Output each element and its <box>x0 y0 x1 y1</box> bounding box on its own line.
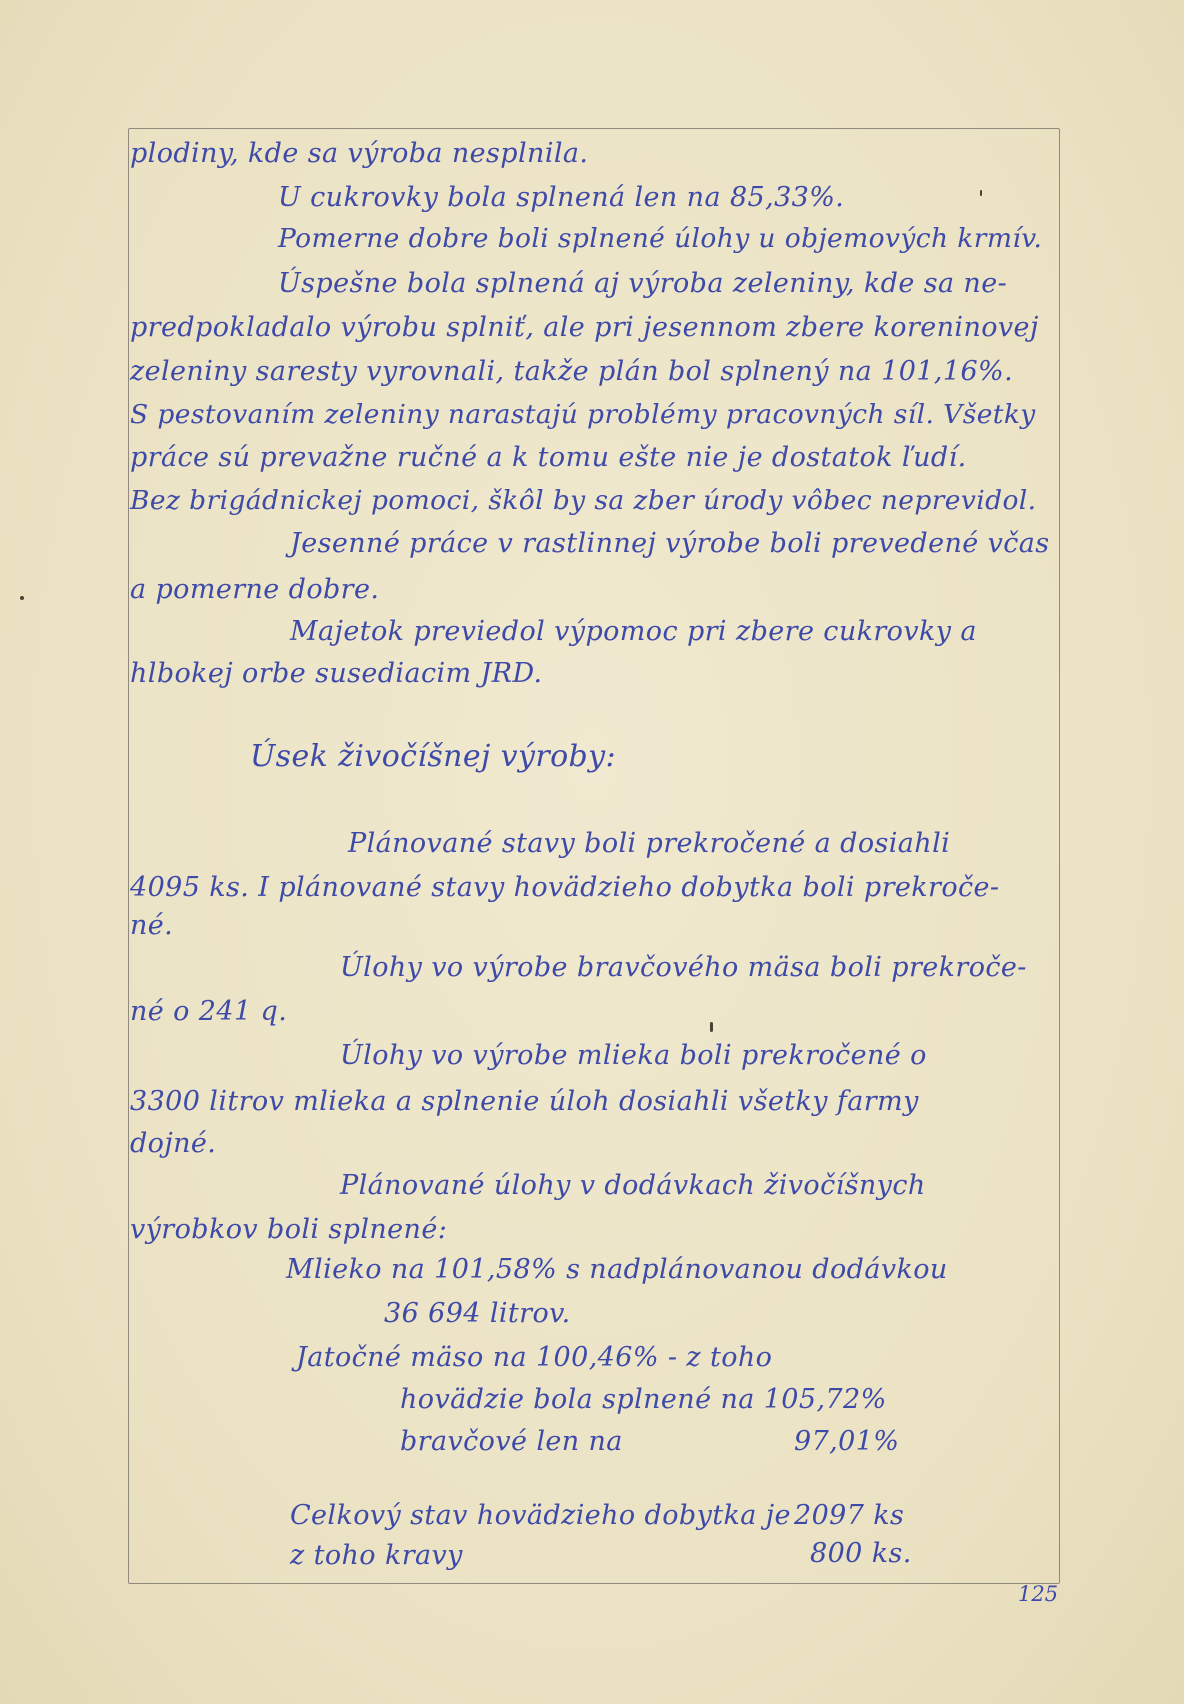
text-line: Celkový stav hovädzieho dobytka je <box>290 1500 791 1531</box>
text-line: a pomerne dobre. <box>130 574 380 605</box>
text-line: Jesenné práce v rastlinnej výrobe boli prevedené včas <box>290 528 1050 559</box>
text-line: Úlohy vo výrobe mlieka boli prekročené o <box>340 1040 927 1071</box>
text-line: Plánované stavy boli prekročené a dosiahli <box>348 828 951 859</box>
text-line: 3300 litrov mlieka a splnenie úloh dosiahli všetky farmy <box>130 1086 919 1117</box>
section-heading: Úsek živočíšnej výroby: <box>250 739 617 774</box>
value-cell: 97,01% <box>794 1426 900 1457</box>
text-line: 4095 ks. I plánované stavy hovädzieho dobytka boli prekroče- <box>130 872 1000 903</box>
text-line: predpokladalo výrobu splniť, ale pri jesennom zbere koreninovej <box>130 312 1039 343</box>
text-line: Majetok previedol výpomoc pri zbere cukrovky a <box>290 616 977 647</box>
text-line: S pestovaním zeleniny narastajú problémy pracovných síl. Všetky <box>130 399 1036 430</box>
text-line: U cukrovky bola splnená len na 85,33%. <box>278 182 845 213</box>
text-line: zeleniny saresty vyrovnali, takže plán bol splnený na 101,16%. <box>130 356 1014 387</box>
text-line: bravčové len na <box>400 1426 623 1457</box>
text-line: Jatočné mäso na 100,46% - z toho <box>296 1342 773 1373</box>
text-line: Plánované úlohy v dodávkach živočíšnych <box>340 1170 926 1201</box>
value-cell: 2097 ks <box>794 1500 905 1531</box>
text-line: dojné. <box>130 1128 217 1159</box>
text-line: hlbokej orbe susediacim JRD. <box>130 658 543 689</box>
text-line: plodiny, kde sa výroba nesplnila. <box>130 138 589 169</box>
text-line: hovädzie bola splnené na 105,72% <box>400 1384 887 1415</box>
text-line: práce sú prevažne ručné a k tomu ešte nie je dostatok ľudí. <box>130 442 967 473</box>
text-line: Mlieko na 101,58% s nadplánovanou dodávkou <box>286 1254 948 1285</box>
paper-speck <box>710 1022 713 1032</box>
text-line: né o 241 q. <box>130 996 288 1027</box>
value-cell: 800 ks. <box>810 1538 912 1569</box>
text-line: né. <box>130 910 174 941</box>
text-line: 36 694 litrov. <box>384 1298 571 1329</box>
text-line: Pomerne dobre boli splnené úlohy u objemových krmív. <box>278 223 1043 254</box>
text-line: z toho kravy <box>290 1540 463 1571</box>
paper-speck <box>980 190 982 196</box>
text-line: Úlohy vo výrobe bravčového mäsa boli prekroče- <box>340 952 1027 983</box>
text-line: Bez brigádnickej pomoci, škôl by sa zber úrody vôbec neprevidol. <box>130 485 1037 516</box>
text-line: Úspešne bola splnená aj výroba zeleniny, kde sa ne- <box>278 268 1008 299</box>
paper-speck <box>20 596 24 600</box>
text-line: výrobkov boli splnené: <box>130 1214 448 1245</box>
page-number: 125 <box>1018 1582 1059 1606</box>
